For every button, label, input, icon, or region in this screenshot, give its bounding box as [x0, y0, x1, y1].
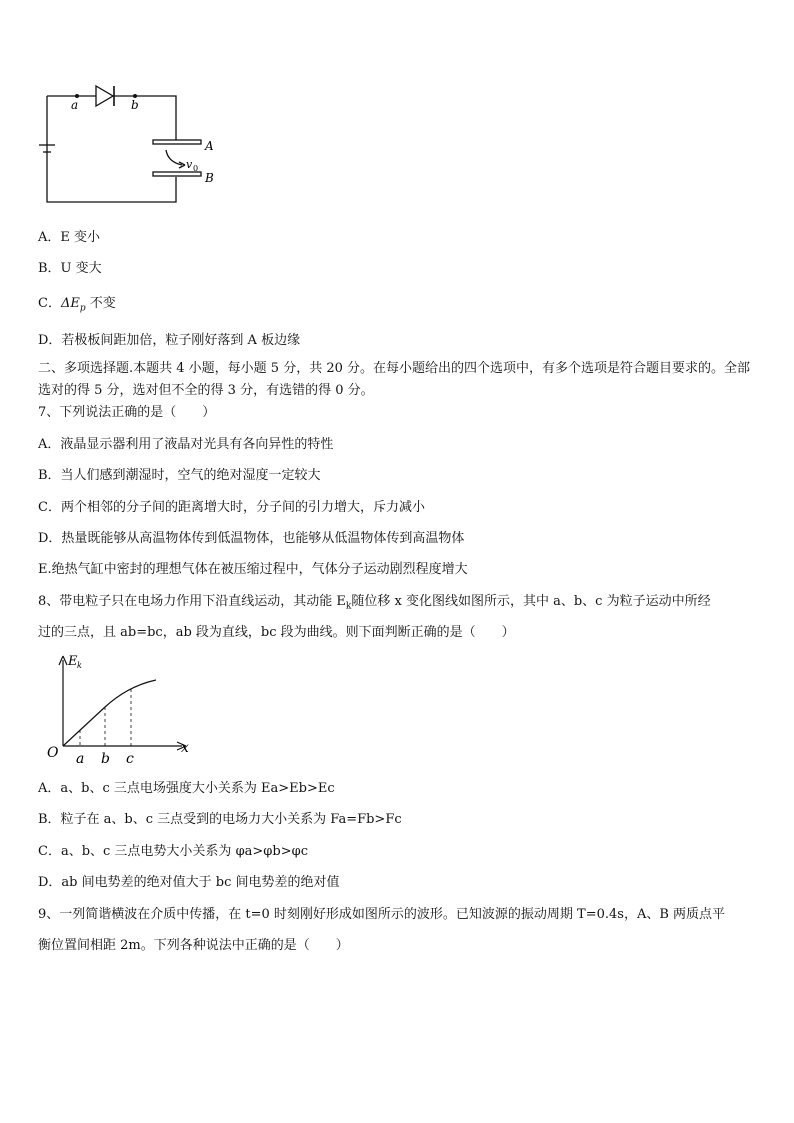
q7-option-d: D．热量既能够从高温物体传到低温物体，也能够从低温物体传到高温物体 [38, 531, 465, 546]
circuit-label-b: b [131, 98, 139, 112]
q8-stem-sub: k [345, 601, 352, 612]
q7-option-a: A．液晶显示器利用了液晶对光具有各向异性的特性 [38, 437, 334, 452]
q8-stem-part1: 8、带电粒子只在电场力作用下沿直线运动，其动能 E [38, 594, 346, 609]
section2-text: 本题共 4 小题，每小题 5 分，共 20 分。在每小题给出的四个选项中，有多个选项是符合题目要求的。全部选对的得 5 分，选对但不全的得 3 分，有选错的得 0 分。 [38, 361, 751, 398]
q7-stem: 7、下列说法正确的是（ ） [38, 405, 216, 420]
q6-option-c-sub: p [79, 303, 86, 314]
q9-stem-line1: 9、一列简谐横波在介质中传播，在 t=0 时刻刚好形成如图所示的波形。已知波源的振动周期 T=0.4s，A、B 两质点平 [38, 907, 726, 922]
q7-option-e: E.绝热气缸中密封的理想气体在被压缩过程中，气体分子运动剧烈程度增大 [38, 562, 468, 577]
plate-label-A: A [205, 139, 214, 153]
q8-stem-line2: 过的三点，且 ab=bc，ab 段为直线，bc 段为曲线。则下面判断正确的是（ ） [38, 625, 515, 640]
q8-option-c: C．a、b、c 三点电势大小关系为 φa>φb>φc [38, 844, 309, 859]
q7-option-b: B．当人们感到潮湿时，空气的绝对湿度一定较大 [38, 468, 321, 483]
q6-option-c-symbol: ΔE [60, 296, 80, 311]
q7-option-c: C．两个相邻的分子间的距离增大时，分子间的引力增大，斥力减小 [38, 500, 425, 515]
graph-tick-c: c [126, 751, 134, 767]
q8-option-b: B．粒子在 a、b、c 三点受到的电场力大小关系为 Fa=Fb>Fc [38, 812, 402, 827]
graph-ylabel: E [68, 654, 78, 669]
graph-tick-b: b [101, 751, 110, 767]
velocity-label-sub: 0 [193, 164, 199, 173]
section2-heading: 二、多项选择题. [38, 361, 134, 376]
velocity-label: v [186, 158, 193, 171]
circuit-label-a: a [71, 98, 79, 112]
graph-xlabel: x [181, 740, 189, 756]
q6-option-a: A．E 变小 [38, 230, 101, 245]
graph-ylabel-sub: k [77, 661, 82, 670]
q8-option-a: A．a、b、c 三点电场强度大小关系为 Ea>Eb>Ec [38, 781, 335, 796]
graph-tick-a: a [76, 751, 85, 767]
q8-stem-part2: 随位移 x 变化图线如图所示，其中 a、b、c 为粒子运动中所经 [351, 594, 711, 609]
graph-origin: O [47, 745, 59, 761]
q8-option-d: D．ab 间电势差的绝对值大于 bc 间电势差的绝对值 [38, 875, 340, 890]
q9-stem-line2: 衡位置间相距 2m。下列各种说法中正确的是（ ） [38, 938, 349, 953]
q6-option-d: D．若极板间距加倍，粒子刚好落到 A 板边缘 [38, 333, 301, 348]
plate-label-B: B [205, 171, 214, 185]
q6-option-c-suffix: 不变 [85, 296, 116, 311]
q6-option-b: B．U 变大 [38, 261, 102, 276]
q6-option-c-prefix: C． [38, 296, 61, 311]
